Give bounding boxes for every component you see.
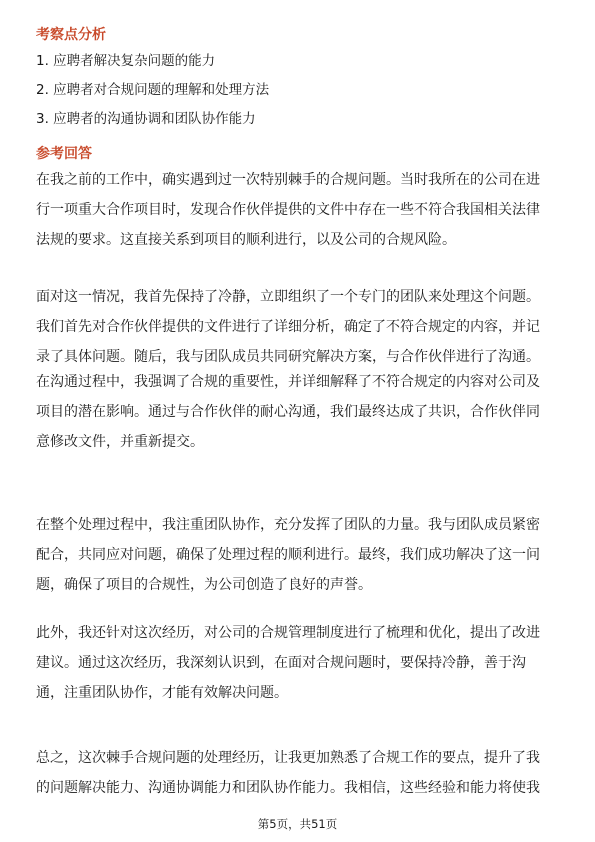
paragraph-line: 建议。通过这次经历，我深刻认识到，在面对合规问题时，要保持冷静，善于沟 bbox=[36, 655, 526, 671]
paragraph-line: 总之，这次棘手合规问题的处理经历，让我更加熟悉了合规工作的要点，提升了我 bbox=[36, 750, 540, 766]
paragraph-line: 我们首先对合作伙伴提供的文件进行了详细分析，确定了不符合规定的内容，并记 bbox=[36, 319, 540, 335]
answer-paragraph-5 bbox=[36, 618, 560, 708]
paragraph-line: 此外，我还针对这次经历，对公司的合规管理制度进行了梳理和优化，提出了改进 bbox=[36, 625, 540, 641]
answer-paragraph-3 bbox=[36, 367, 560, 457]
analysis-item-1: 1. 应聘者解决复杂问题的能力 bbox=[36, 53, 216, 69]
paragraph-line: 法规的要求。这直接关系到项目的顺利进行，以及公司的合规风险。 bbox=[36, 232, 456, 248]
paragraph-line: 行一项重大合作项目时，发现合作伙伴提供的文件中存在一些不符合我国相关法律 bbox=[36, 202, 540, 218]
answer-paragraph-4 bbox=[36, 510, 560, 600]
answer-paragraph-6 bbox=[36, 743, 560, 803]
paragraph-line: 在沟通过程中，我强调了合规的重要性，并详细解释了不符合规定的内容对公司及 bbox=[36, 374, 540, 390]
analysis-item-2: 2. 应聘者对合规问题的理解和处理方法 bbox=[36, 82, 270, 98]
paragraph-line: 录了具体问题。随后，我与团队成员共同研究解决方案，与合作伙伴进行了沟通。 bbox=[36, 349, 540, 365]
answer-paragraph-1 bbox=[36, 165, 560, 255]
page-number: 第5页，共51页 bbox=[257, 817, 338, 831]
paragraph-line: 通，注重团队协作，才能有效解决问题。 bbox=[36, 685, 288, 701]
answer-paragraph-2 bbox=[36, 282, 560, 372]
paragraph-line: 配合，共同应对问题，确保了处理过程的顺利进行。最终，我们成功解决了这一问 bbox=[36, 547, 540, 563]
paragraph-line: 在我之前的工作中，确实遇到过一次特别棘手的合规问题。当时我所在的公司在进 bbox=[36, 172, 540, 188]
paragraph-line: 题，确保了项目的合规性，为公司创造了良好的声誉。 bbox=[36, 577, 372, 593]
analysis-heading: 考察点分析 bbox=[36, 27, 106, 43]
paragraph-line: 项目的潜在影响。通过与合作伙伴的耐心沟通，我们最终达成了共识，合作伙伴同 bbox=[36, 404, 540, 420]
paragraph-line: 在整个处理过程中，我注重团队协作，充分发挥了团队的力量。我与团队成员紧密 bbox=[36, 517, 540, 533]
answer-heading: 参考回答 bbox=[36, 146, 92, 162]
paragraph-line: 面对这一情况，我首先保持了冷静，立即组织了一个专门的团队来处理这个问题。 bbox=[36, 289, 540, 305]
analysis-item-3: 3. 应聘者的沟通协调和团队协作能力 bbox=[36, 111, 256, 127]
paragraph-line: 意修改文件，并重新提交。 bbox=[36, 434, 204, 450]
paragraph-line: 的问题解决能力、沟通协调能力和团队协作能力。我相信，这些经验和能力将使我 bbox=[36, 780, 540, 796]
